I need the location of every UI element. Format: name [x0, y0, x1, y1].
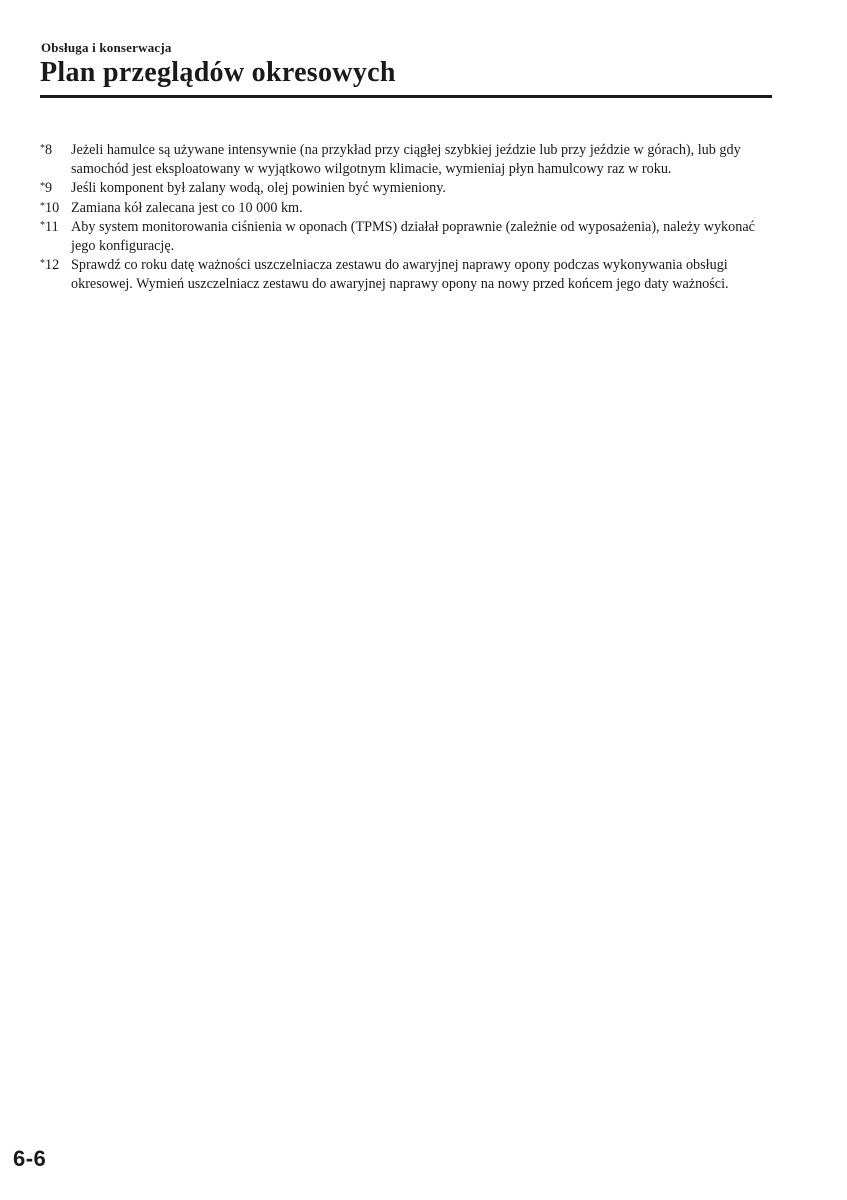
footnote-star: *: [40, 200, 45, 212]
footnote-9: [40, 179, 775, 198]
footnote-star: *: [40, 258, 45, 270]
footnote-number: 10: [45, 199, 60, 216]
footnote-11: [40, 218, 775, 256]
footnote-star: *: [40, 181, 45, 193]
page-number: 6-6: [13, 1146, 47, 1171]
footnote-list: [40, 141, 775, 295]
title-divider: [40, 95, 772, 98]
footnote-star: *: [40, 219, 45, 231]
footnote-marker: [40, 141, 71, 160]
footnote-star: *: [40, 143, 45, 154]
footnote-marker: [40, 218, 71, 237]
footnote-number: 8: [45, 142, 53, 158]
footnote-number: 11: [45, 218, 59, 235]
footnote-marker: [40, 179, 71, 198]
footnote-12: [40, 256, 775, 294]
section-label: Obsługa i konserwacja: [41, 40, 172, 55]
page-title: Plan przeglądów okresowych: [40, 57, 396, 88]
footnote-number: 9: [45, 180, 53, 197]
footnote-number: 12: [45, 257, 60, 274]
footnote-text: Zamiana kół zalecana jest co 10 000 km.: [71, 199, 303, 216]
footnote-10: [40, 199, 775, 218]
footnote-marker: [40, 256, 71, 275]
footnote-8: [40, 141, 775, 179]
footnote-text: Jeżeli hamulce są używane intensywnie (na przykład przy ciągłej szybkiej jeździe lub przy jeździe w górach), lub gdy samochód jest eksploatowany w wyjątkowo wilgotnym klimacie, wymieniaj płyn hamulcowy raz w roku.: [71, 142, 741, 178]
footnote-marker: [40, 199, 71, 218]
footnote-text: Aby system monitorowania ciśnienia w oponach (TPMS) działał poprawnie (zależnie od wyposażenia), należy wykonać jego konfigurację.: [71, 218, 755, 255]
footnote-text: Jeśli komponent był zalany wodą, olej powinien być wymieniony.: [71, 180, 446, 197]
footnote-text: Sprawdź co roku datę ważności uszczelniacza zestawu do awaryjnej naprawy opony podczas wykonywania obsługi okresowej. Wymień uszczelniacz zestawu do awaryjnej naprawy opony na nowy przed końcem jego daty ważności.: [71, 257, 729, 293]
